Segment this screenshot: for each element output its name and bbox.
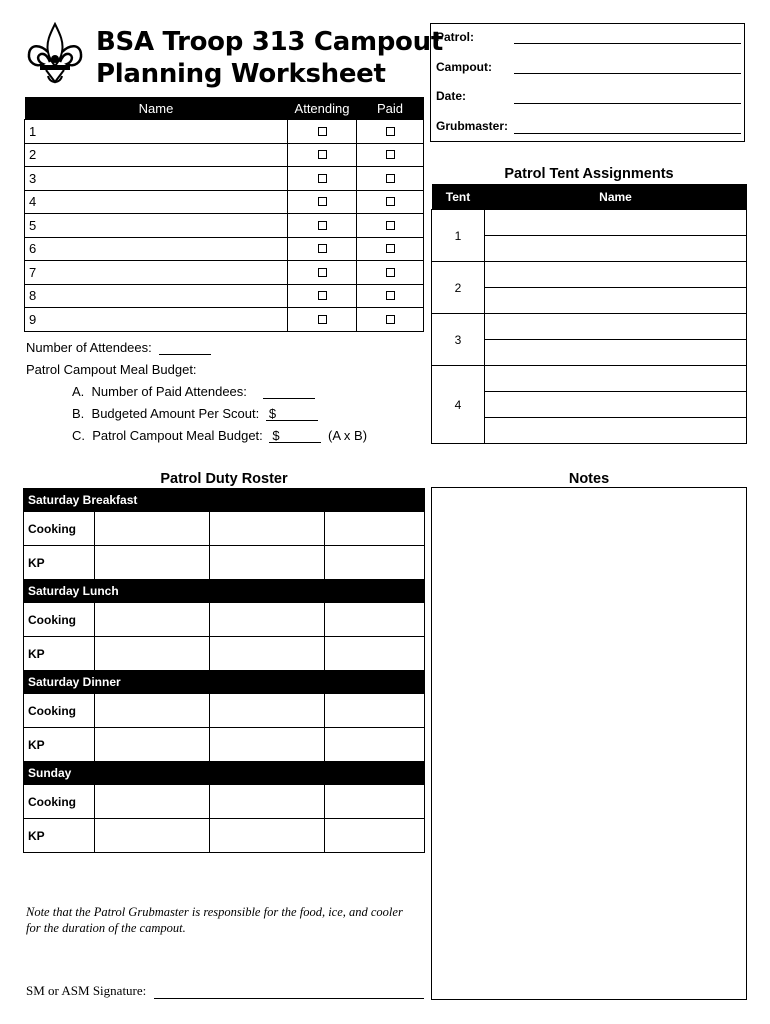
paid-checkbox[interactable] [386, 150, 395, 159]
date-field[interactable] [514, 90, 741, 104]
attending-checkbox-cell [288, 190, 357, 214]
campout-info-box: Patrol: Campout: Date: Grubmaster: [430, 23, 745, 142]
attending-checkbox-cell [288, 120, 357, 144]
duty-cell[interactable] [325, 512, 425, 546]
tent-table [431, 184, 747, 444]
tent-number: 1 [432, 210, 485, 262]
notes-heading: Notes [568, 471, 610, 487]
duty-label: KP [24, 728, 95, 762]
tent-name-cell[interactable] [485, 262, 747, 288]
attendee-name-cell[interactable]: 4 [25, 190, 288, 214]
duty-cell[interactable] [95, 512, 210, 546]
tent-name-cell[interactable] [485, 340, 747, 366]
duty-cell[interactable] [95, 603, 210, 637]
paid-checkbox-cell [357, 261, 424, 285]
attendees-table [24, 97, 424, 332]
signature-field[interactable] [154, 984, 424, 999]
roster-section [24, 489, 425, 512]
duty-cell[interactable] [210, 546, 325, 580]
attendee-name-cell[interactable]: 7 [25, 261, 288, 285]
attendee-row [25, 308, 424, 332]
meal-budget-label: Patrol Campout Meal Budget: [26, 362, 197, 377]
duty-cell[interactable] [95, 785, 210, 819]
tent-number: 3 [432, 314, 485, 366]
roster-row [24, 637, 425, 671]
attendee-row [25, 237, 424, 261]
tent-row [432, 366, 747, 392]
tent-name-cell[interactable] [485, 210, 747, 236]
paid-checkbox-cell [357, 284, 424, 308]
roster-row [24, 728, 425, 762]
paid-checkbox[interactable] [386, 174, 395, 183]
tent-number: 2 [432, 262, 485, 314]
attending-checkbox[interactable] [318, 150, 327, 159]
meal-budget-row: C. Patrol Campout Meal Budget: $ (A x B) [72, 428, 368, 443]
tent-name-cell[interactable] [485, 236, 747, 262]
paid-checkbox-cell [357, 308, 424, 332]
attendee-name-cell[interactable]: 6 [25, 237, 288, 261]
duty-cell[interactable] [95, 637, 210, 671]
duty-roster-heading: Patrol Duty Roster [160, 471, 288, 487]
meal-budget-field[interactable]: $ [269, 428, 321, 443]
attending-checkbox-cell [288, 167, 357, 191]
paid-checkbox[interactable] [386, 127, 395, 136]
attending-checkbox[interactable] [318, 221, 327, 230]
duty-cell[interactable] [210, 728, 325, 762]
attending-checkbox[interactable] [318, 127, 327, 136]
tent-assignments-heading: Patrol Tent Assignments [504, 166, 674, 182]
num-attendees-row: Number of Attendees: [26, 340, 211, 355]
duty-cell[interactable] [95, 694, 210, 728]
roster-row [24, 785, 425, 819]
duty-cell[interactable] [325, 728, 425, 762]
duty-cell[interactable] [210, 819, 325, 853]
duty-cell[interactable] [210, 785, 325, 819]
duty-roster-table [23, 488, 425, 853]
paid-checkbox[interactable] [386, 244, 395, 253]
page-title: BSA Troop 313 Campout Planning Worksheet [96, 27, 443, 89]
duty-label: Cooking [24, 512, 95, 546]
col-name: Name [25, 97, 288, 120]
attendee-name-cell[interactable]: 2 [25, 143, 288, 167]
paid-checkbox[interactable] [386, 221, 395, 230]
notes-area[interactable] [431, 487, 747, 1000]
tent-name-cell[interactable] [485, 392, 747, 418]
attendee-row [25, 284, 424, 308]
duty-cell[interactable] [325, 546, 425, 580]
col-paid: Paid [357, 97, 424, 120]
attendee-name-cell[interactable]: 5 [25, 214, 288, 238]
paid-checkbox-cell [357, 120, 424, 144]
paid-checkbox[interactable] [386, 268, 395, 277]
grubmaster-field[interactable] [514, 120, 741, 134]
attending-checkbox-cell [288, 143, 357, 167]
paid-checkbox[interactable] [386, 291, 395, 300]
paid-checkbox-cell [357, 214, 424, 238]
attending-checkbox[interactable] [318, 197, 327, 206]
tent-name-cell[interactable] [485, 314, 747, 340]
duty-cell[interactable] [325, 637, 425, 671]
duty-label: Cooking [24, 694, 95, 728]
tent-row [432, 314, 747, 340]
attendee-row [25, 167, 424, 191]
duty-cell[interactable] [210, 637, 325, 671]
paid-checkbox-cell [357, 143, 424, 167]
attending-checkbox[interactable] [318, 315, 327, 324]
duty-label: KP [24, 637, 95, 671]
paid-attendees-field[interactable] [263, 384, 315, 399]
attendee-name-cell[interactable]: 1 [25, 120, 288, 144]
patrol-field[interactable] [514, 30, 741, 44]
duty-label: Cooking [24, 785, 95, 819]
fleur-de-lis-logo [26, 22, 84, 92]
paid-checkbox[interactable] [386, 315, 395, 324]
attending-checkbox-cell [288, 284, 357, 308]
duty-label: Cooking [24, 603, 95, 637]
paid-checkbox-cell [357, 167, 424, 191]
tent-row [432, 210, 747, 236]
paid-checkbox[interactable] [386, 197, 395, 206]
attending-checkbox-cell [288, 308, 357, 332]
roster-section-title: Saturday Dinner [24, 671, 425, 694]
tent-row [432, 262, 747, 288]
col-tent: Tent [432, 184, 485, 210]
duty-cell[interactable] [210, 512, 325, 546]
grubmaster-note: Note that the Patrol Grubmaster is responsible for the food, ice, and cooler for the duration of the campout. [26, 905, 403, 935]
tent-name-cell[interactable] [485, 418, 747, 444]
duty-cell[interactable] [325, 819, 425, 853]
roster-row [24, 819, 425, 853]
duty-cell[interactable] [210, 694, 325, 728]
attendee-row [25, 190, 424, 214]
col-tent-name: Name [485, 184, 747, 210]
tent-name-cell[interactable] [485, 366, 747, 392]
tent-name-cell[interactable] [485, 288, 747, 314]
attendee-row [25, 120, 424, 144]
roster-row [24, 694, 425, 728]
amount-per-scout-row: B. Budgeted Amount Per Scout: $ [72, 406, 318, 421]
roster-section [24, 671, 425, 694]
paid-checkbox-cell [357, 190, 424, 214]
duty-cell[interactable] [95, 819, 210, 853]
num-attendees-field[interactable] [159, 340, 211, 355]
attending-checkbox[interactable] [318, 174, 327, 183]
signature-row: SM or ASM Signature: [26, 983, 424, 999]
roster-section-title: Saturday Breakfast [24, 489, 425, 512]
attending-checkbox[interactable] [318, 268, 327, 277]
duty-cell[interactable] [325, 603, 425, 637]
roster-section [24, 762, 425, 785]
campout-field[interactable] [514, 60, 741, 74]
roster-section-title: Sunday [24, 762, 425, 785]
attendee-name-cell[interactable]: 3 [25, 167, 288, 191]
attendee-row [25, 143, 424, 167]
attendee-row [25, 261, 424, 285]
duty-label: KP [24, 546, 95, 580]
roster-row [24, 603, 425, 637]
attendee-name-cell[interactable]: 9 [25, 308, 288, 332]
paid-attendees-row: A. Number of Paid Attendees: [72, 384, 315, 399]
duty-cell[interactable] [95, 728, 210, 762]
attending-checkbox-cell [288, 261, 357, 285]
roster-row [24, 546, 425, 580]
attending-checkbox-cell [288, 214, 357, 238]
duty-cell[interactable] [325, 694, 425, 728]
duty-cell[interactable] [325, 785, 425, 819]
tent-number: 4 [432, 366, 485, 444]
roster-section-title: Saturday Lunch [24, 580, 425, 603]
attendee-name-cell[interactable]: 8 [25, 284, 288, 308]
attending-checkbox[interactable] [318, 291, 327, 300]
duty-cell[interactable] [95, 546, 210, 580]
paid-checkbox-cell [357, 237, 424, 261]
roster-section [24, 580, 425, 603]
col-attending: Attending [288, 97, 357, 120]
attending-checkbox-cell [288, 237, 357, 261]
roster-row [24, 512, 425, 546]
duty-cell[interactable] [210, 603, 325, 637]
duty-label: KP [24, 819, 95, 853]
attending-checkbox[interactable] [318, 244, 327, 253]
attendee-row [25, 214, 424, 238]
amount-per-scout-field[interactable]: $ [266, 406, 318, 421]
